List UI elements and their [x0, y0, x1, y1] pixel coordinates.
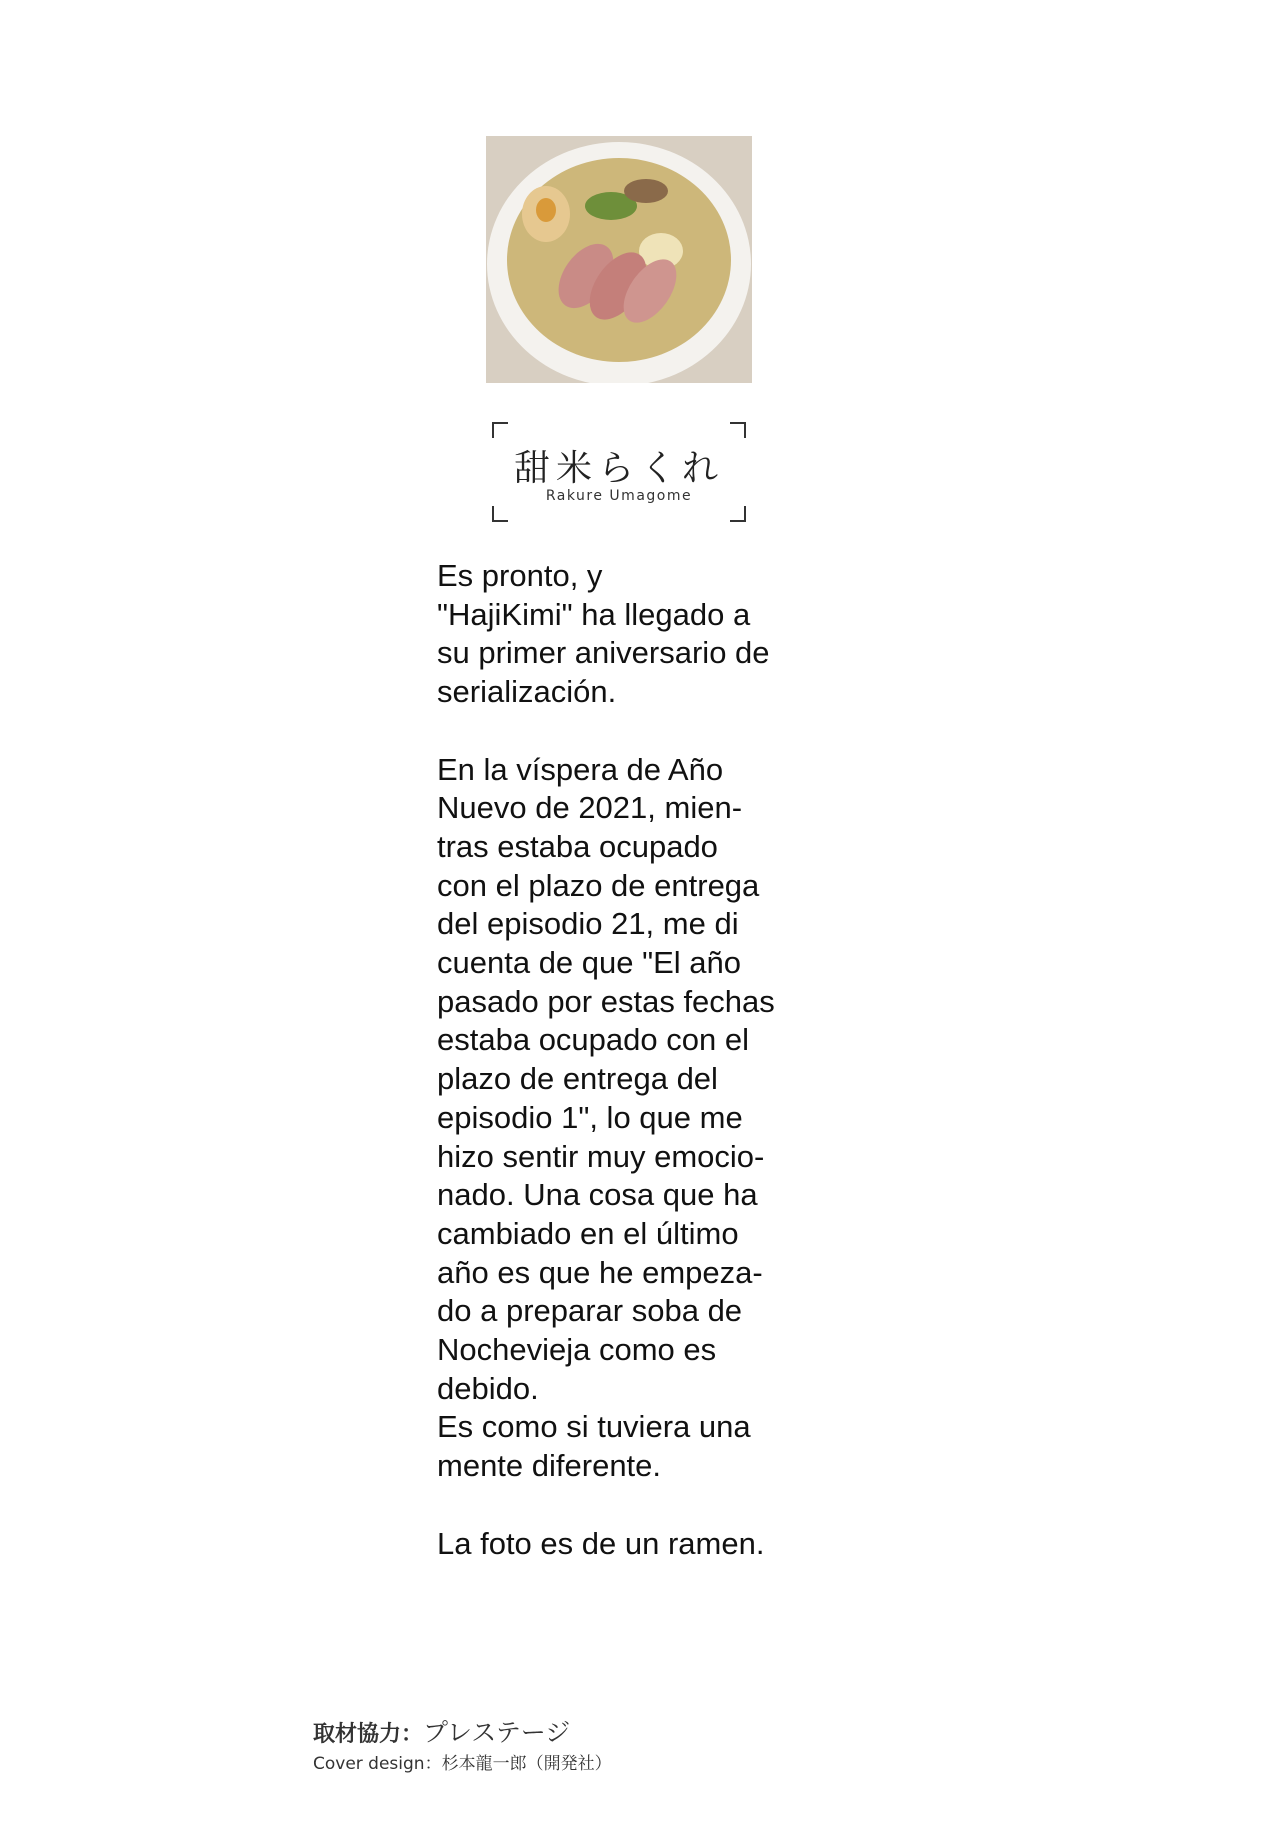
- meat-chunks: [624, 179, 668, 203]
- paragraph-different-mind: Es como si tuviera una mente diferente.: [437, 1409, 751, 1484]
- paragraph-photo-caption: La foto es de un ramen.: [437, 1525, 765, 1561]
- logo-corner-top-right: [730, 422, 746, 438]
- coverage-value: プレステージ: [423, 1718, 571, 1747]
- cover-design-credit: [313, 1751, 612, 1777]
- ramen-photo: [486, 136, 752, 383]
- cover-design-label: Cover design：: [313, 1754, 442, 1774]
- coverage-credit: [313, 1717, 612, 1751]
- ramen-illustration: [486, 136, 752, 383]
- egg-yolk: [536, 198, 556, 222]
- coverage-label: 取材協力：: [313, 1722, 424, 1747]
- logo-romaji-text: Rakure Umagome: [545, 488, 693, 504]
- logo-corner-bottom-left: [492, 506, 508, 522]
- logo-corner-bottom-right: [730, 506, 746, 522]
- logo-corner-top-left: [492, 422, 508, 438]
- logo-japanese-text: 甜米らくれ: [513, 448, 724, 489]
- cover-design-value: 杉本龍一郎（開発社）: [441, 1754, 612, 1774]
- author-note: [437, 557, 801, 1602]
- paragraph-anniversary: Es pronto, y "HajiKimi" ha llegado a su primer aniversario de serialización.: [437, 558, 770, 710]
- paragraph-new-year: En la víspera de Año Nuevo de 2021, mien- tras estaba ocupado con el plazo de entrega del episodio 21, me di cuenta de que "El año pasado por estas fechas estaba ocupado con el plazo de entrega del episodio 1", lo que me hizo sentir muy emocio- nado. Una cosa que ha cambiado en el último año es que he empeza- do a preparar soba de Nochevieja como es debido.: [437, 751, 775, 1406]
- credits: [313, 1717, 612, 1777]
- shop-logo: [486, 418, 752, 526]
